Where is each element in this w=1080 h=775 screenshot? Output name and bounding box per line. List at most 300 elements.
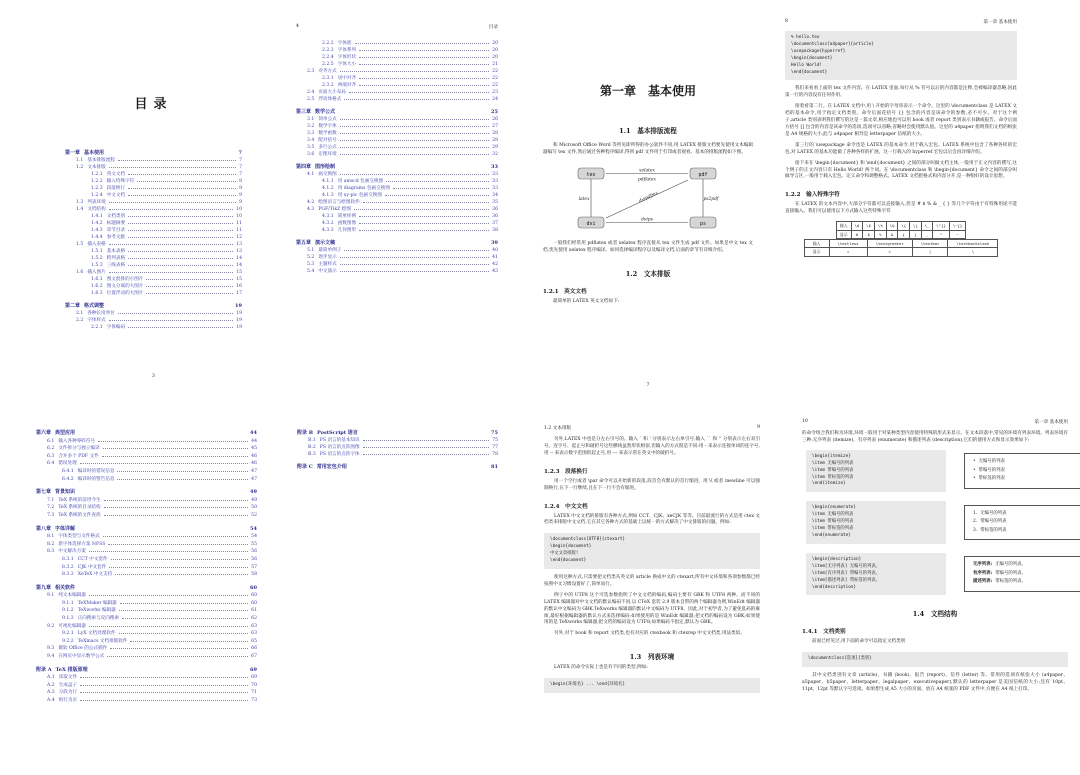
special-chars-table	[785, 221, 1017, 257]
table-cell: \%	[874, 222, 886, 231]
toc-entry[interactable]	[65, 220, 242, 227]
toc-entry-page: 22	[492, 76, 498, 81]
toc-leader-dots	[118, 160, 236, 161]
running-header	[802, 413, 1068, 425]
toc-entry-title: 字体样式	[87, 318, 106, 323]
toc-entry-number: 8.3.1	[62, 556, 74, 562]
toc-entry-title: TeX 排版原理	[55, 666, 88, 673]
toc-leader-dots	[359, 230, 489, 231]
toc-entry-number: 4.1.3	[322, 193, 334, 198]
toc-entry[interactable]	[65, 324, 242, 331]
toc-entry-title: 字体详解	[55, 525, 76, 532]
toc-entry-title: 段落换行	[106, 186, 126, 191]
toc-entry[interactable]	[65, 248, 242, 255]
code-block-ctexart	[544, 533, 760, 569]
toc-leader-dots	[128, 258, 233, 259]
toc-entry-page: 54	[250, 525, 257, 532]
paragraph: 第三行的 \usepackage 命令也是 LATEX 的基本命令,用于载入宏包。LATEX 系统中包含了各种各样的宏包,对 LATEX 的基本功能做了各种各样的扩展。这一行载入的 hyperref 宏包以后会再详细介绍。	[785, 142, 1017, 155]
toc-entry[interactable]	[296, 227, 498, 234]
toc-entry[interactable]	[296, 268, 498, 275]
toc-entry[interactable]	[65, 262, 242, 269]
table-cell: \textbackslash	[948, 239, 998, 248]
toc-entry-number: 4.1	[307, 172, 315, 177]
toc-list-1	[65, 150, 242, 331]
toc-entry[interactable]	[36, 615, 257, 623]
toc-leader-dots	[363, 440, 490, 441]
toc-entry-page: 58	[251, 572, 257, 578]
toc-entry[interactable]	[36, 653, 257, 661]
toc-entry-number: B.1	[308, 438, 316, 443]
enumerate-example	[806, 501, 1068, 544]
toc-entry-number: 6.3	[47, 453, 55, 459]
toc-entry-title: 在网页中显示数学公式	[58, 654, 105, 660]
toc-entry[interactable]	[296, 164, 498, 171]
toc-entry[interactable]	[296, 89, 498, 96]
toc-entry[interactable]	[36, 468, 257, 476]
toc-entry[interactable]	[65, 290, 242, 297]
paragraph: LATEX 的命令实际上也是有不同的类型,例如:	[554, 665, 648, 671]
toc-entry[interactable]	[65, 276, 242, 283]
code-line: \documentclass[a4paper]{article}	[791, 41, 874, 47]
toc-entry[interactable]	[36, 445, 257, 453]
toc-entry-page: 46	[251, 453, 257, 459]
toc-entry[interactable]	[296, 109, 498, 116]
toc-entry-title: CJK 中文套件	[77, 564, 107, 570]
toc-entry[interactable]	[296, 82, 498, 89]
toc-entry[interactable]	[296, 247, 498, 254]
toc-entry[interactable]	[36, 638, 257, 646]
toc-entry-page: 33	[492, 172, 498, 177]
toc-entry-page: 28	[492, 131, 498, 136]
paragraph: 另外,对于 book 和 report 文档类,也有对应的 ctexbook 和 ctexrep 中文文档类,用法类似。	[554, 631, 745, 637]
toc-entry[interactable]	[36, 526, 257, 534]
table-cell: 显示	[804, 248, 829, 257]
toc-leader-dots	[109, 320, 233, 321]
toc-entry-title: 字体形状	[337, 55, 357, 60]
toc-entry[interactable]	[36, 645, 257, 653]
header-page-number: 4	[296, 24, 299, 29]
toc-entry-page: 34	[492, 193, 498, 198]
toc-entry[interactable]	[36, 630, 257, 638]
toc-entry-title: 基本排版流程	[87, 158, 115, 163]
toc-entry-number: 7.3	[47, 512, 55, 518]
table-cell: &	[886, 230, 898, 239]
toc-entry-title: 跨列表格	[106, 256, 126, 261]
toc-entry-number: 1.2.3	[91, 186, 103, 191]
toc-entry[interactable]	[65, 192, 242, 199]
toc-entry[interactable]	[296, 192, 498, 199]
toc-leader-dots	[119, 610, 248, 611]
toc-entry-number: 8.2	[47, 541, 55, 547]
paragraph: 一般我们经常用 pdflatex 或者 xelatex 程序直接从 tex 文件生成 pdf 文件。如果是中文 tex 文档,优先使用 xelatex 程序编译。如何选择编译程序以及编译文档,后面的章节有详细介绍。	[543, 240, 753, 253]
toc-entry[interactable]	[296, 171, 498, 178]
toc-entry[interactable]	[296, 261, 498, 268]
itemize-code-block	[806, 450, 946, 493]
code-line: \documentclass[选项]{类别}	[808, 656, 872, 662]
toc-leader-dots	[109, 244, 233, 245]
toc-entry-number: 1.6.2	[91, 284, 103, 289]
toc-entry[interactable]	[65, 199, 242, 206]
table-row	[804, 239, 998, 248]
toc-entry-title: 字体大小	[337, 62, 357, 67]
paragraph: 的命令组合我们称为环境,环境一般用于对某种类型内容使用特殊的形式来显示。在文本段落中,常见的环境有列表环境。列表环境有三种:无序列表 (itemize)、有序列表 (enumerate) 和描述列表 (description),它们的使用方式和显示效果如下:	[802, 431, 1068, 443]
toc-entry[interactable]	[296, 40, 498, 47]
toc-entry[interactable]	[36, 682, 257, 690]
subsection-1-2-1-heading: 1.2.1 英文文档	[543, 288, 587, 295]
code-line: \end{description}	[812, 584, 856, 590]
toc-entry-title: PS 语言的基本知识	[319, 438, 360, 443]
toc-entry[interactable]	[297, 464, 498, 471]
code-line: \begin{document}	[791, 55, 833, 61]
toc-entry-number: 5.2	[307, 255, 315, 260]
toc-entry-number: 7.2	[47, 505, 55, 511]
toc-entry-page: 37	[492, 221, 498, 226]
code-line: Hello World!	[791, 62, 823, 68]
toc-entry[interactable]	[65, 213, 242, 220]
toc-leader-dots	[89, 595, 248, 596]
subsection-1-2-4-heading: 1.2.4 中文文档	[544, 503, 588, 510]
toc-entry[interactable]	[36, 489, 257, 497]
header-title: 第一章 基本使用	[1034, 420, 1068, 425]
toc-entry[interactable]	[36, 504, 257, 512]
toc-entry-number: 2.1	[76, 311, 84, 316]
toc-leader-dots	[137, 181, 236, 182]
toc-entry-number: 9.3	[47, 646, 55, 652]
table-cell: \{	[898, 222, 910, 231]
toc-entry[interactable]	[296, 220, 498, 227]
toc-entry-number: A.3	[47, 690, 55, 696]
code-line: \end{document}	[550, 558, 587, 564]
toc-entry[interactable]	[297, 430, 498, 437]
toc-entry-page: 23	[492, 90, 498, 95]
toc-entry[interactable]	[65, 310, 242, 317]
toc-leader-dots	[386, 181, 489, 182]
toc-entry-page: 54	[251, 534, 257, 540]
toc-entry-title: 分段为行	[58, 690, 78, 696]
toc-entry-number: 1.5.2	[91, 256, 103, 261]
toc-entry[interactable]	[296, 96, 498, 103]
toc-entry-title: 字体系列	[337, 48, 357, 53]
toc-leader-dots	[122, 618, 248, 619]
toc-list-4	[297, 430, 498, 471]
toc-entry-title: 居中对齐	[337, 76, 357, 81]
toc-entry[interactable]	[65, 157, 242, 164]
toc-list-3	[36, 430, 257, 705]
toc-entry[interactable]	[296, 144, 498, 151]
toc-entry-page: 75	[491, 430, 498, 436]
toc-entry-title: TeX 系统的前世今生	[58, 497, 101, 503]
toc-entry[interactable]	[36, 592, 257, 600]
list-item-term: 描述列表:	[973, 579, 993, 585]
toc-entry[interactable]	[36, 623, 257, 631]
toc-entry[interactable]	[65, 171, 242, 178]
toc-entry[interactable]	[65, 283, 242, 290]
toc-entry[interactable]	[296, 240, 498, 247]
toc-leader-dots	[359, 223, 489, 224]
toc-entry-number: 1.1	[76, 158, 84, 163]
toc-entry-number: 第七章	[36, 489, 52, 496]
toc-entry-page: 60	[250, 584, 257, 591]
toc-entry[interactable]	[65, 317, 242, 324]
toc-entry-page: 69	[250, 666, 257, 673]
toc-entry-page: 73	[251, 698, 257, 703]
toc-entry[interactable]	[65, 178, 242, 185]
toc-entry[interactable]	[296, 178, 498, 185]
toc-entry[interactable]	[297, 451, 498, 458]
toc-entry-title: 合并多个 PDF 文件	[58, 453, 99, 459]
toc-entry-title: 用 diagrams 包画交换图	[337, 186, 390, 191]
toc-entry[interactable]	[36, 571, 257, 579]
table-cell: \textgreater	[867, 239, 912, 248]
toc-entry-number: 9.2	[47, 623, 55, 629]
toc-entry-page: 9	[239, 193, 242, 198]
toc-entry[interactable]	[296, 213, 498, 220]
toc-entry[interactable]	[296, 68, 498, 75]
code-line: \begin{itemize}	[812, 453, 851, 459]
itemize-output-box	[964, 453, 1080, 489]
code-block-environment	[544, 678, 760, 693]
toc-entry-number: 2.3.2	[322, 83, 334, 88]
toc-entry[interactable]	[36, 541, 257, 549]
toc-entry[interactable]	[36, 600, 257, 608]
toc-entry[interactable]	[36, 697, 257, 705]
toc-leader-dots	[340, 174, 489, 175]
header-title: 目录	[488, 25, 498, 30]
toc-entry[interactable]	[36, 674, 257, 682]
toc-leader-dots	[128, 251, 233, 252]
toc-leader-dots	[359, 85, 489, 86]
diagram-svg	[570, 164, 726, 234]
code-line: \item[无序列表] 无编号的列表。	[812, 563, 880, 569]
toc-entry-title: 常用宏包介绍	[316, 464, 347, 470]
toc-leader-dots	[118, 313, 233, 314]
toc-entry-title: 用 amscd 包画交换图	[337, 179, 384, 184]
toc-entry[interactable]	[36, 438, 257, 446]
toc-entry-number: 第二章	[65, 303, 81, 309]
list-item-marker: 1.	[973, 510, 978, 516]
paragraph: 和 Microsoft Office Word 等所见即所得的办公软件不同,用 LATEX 排版文档要先使用文本编辑器编写 tex 文件,然后通过各种程序编译,得到 pdf 文件用于打印或者观看。基本的排版流程如下图。	[543, 143, 753, 155]
table-cell: 显示	[836, 230, 851, 239]
list-item	[973, 475, 1077, 484]
toc-entry[interactable]	[36, 476, 257, 484]
toc-entry-number: 9.1	[47, 593, 55, 599]
toc-entry-number: 8.3	[47, 549, 55, 555]
toc-entry-number: 2.2.4	[322, 55, 334, 60]
toc-entry-title: 基本表格	[106, 249, 126, 254]
toc-entry-number: 第三章	[296, 109, 312, 115]
toc-entry-number: 1.4	[76, 207, 84, 212]
toc-leader-dots	[80, 463, 248, 464]
toc-entry[interactable]	[296, 206, 498, 213]
paragraph: 接着看第二行。在 LATEX 文档中,用 \ 开始的字母串表示一个命令。这里的 \documentclass 是 LATEX 文档的基本命令,用于指定文档类别。命令后面花括号 {} 包含的内容是该命令的参数,必不可少。对于这个例子,article 类别表明我们撰写的这是一篇文章,相应地也可以用 book 或者 report 类别表示书籍或报告。命令后面方括号 [] 包含的内容是该命令的选项,选项可以省略,省略时会使用默认值。这里的 a4paper 指明我们文档的纸张是 A4 规格的大小,此与 a4paper 相异是 letterpaper 信纸的大小。	[785, 104, 1017, 137]
toc-entry[interactable]	[296, 254, 498, 261]
node-pdf-label: pdf	[698, 171, 708, 178]
toc-leader-dots	[104, 500, 249, 501]
section-1-3-heading: 1.3 列表环境	[629, 653, 675, 662]
toc-leader-dots	[128, 223, 233, 224]
code-line: \end{document}	[791, 69, 828, 75]
toc-entry-number: 5.1	[307, 248, 315, 253]
toc-entry[interactable]	[296, 185, 498, 192]
subsection-1-2-2-heading: 1.2.2 输入特殊字符	[785, 192, 840, 199]
table-cell: \_	[921, 222, 933, 231]
toc-entry[interactable]	[36, 460, 257, 468]
toc-entry[interactable]	[296, 54, 498, 61]
toc-entry-number: 附录 B	[297, 430, 313, 436]
toc-entry[interactable]	[65, 255, 242, 262]
toc-entry[interactable]	[296, 123, 498, 130]
toc-entry-page: 33	[492, 179, 498, 184]
code-line: \item 带编号的列表	[812, 519, 854, 525]
toc-entry-title: 绘图语言与绘图软件	[318, 200, 360, 205]
toc-entry-title: 中文解决方案	[58, 549, 86, 555]
toc-entry-title: PS 语言的点阵图像	[319, 445, 360, 450]
list-item	[973, 527, 1077, 536]
list-item	[973, 467, 1077, 476]
code-block-hello-tex	[785, 31, 1017, 80]
toc-entry-title: 背景知识	[55, 489, 76, 496]
section-1-4-heading: 1.4 文档结构	[912, 610, 958, 619]
list-item-text: 无编号的列表	[978, 459, 1005, 465]
toc-entry-title: 浮动体格式	[318, 97, 342, 102]
toc-entry[interactable]	[36, 430, 257, 438]
toc-entry-number: 1.2.2	[91, 179, 103, 184]
toc-entry-page: 21	[492, 62, 498, 67]
toc-entry[interactable]	[296, 151, 498, 158]
table-cell: \textbar	[912, 239, 948, 248]
toc-entry[interactable]	[65, 303, 242, 310]
toc-leader-dots	[359, 50, 489, 51]
toc-entry-title: 字体编码	[106, 325, 126, 330]
toc-entry[interactable]	[296, 61, 498, 68]
toc-entry[interactable]	[65, 206, 242, 213]
toc-entry-page: 70	[251, 682, 257, 688]
toc-entry-page: 15	[236, 270, 242, 275]
toc-entry[interactable]	[65, 164, 242, 171]
toc-entry-number: 3.5	[307, 145, 315, 150]
toc-entry[interactable]	[65, 234, 242, 241]
toc-entry[interactable]	[36, 607, 257, 615]
toc-entry-number: 4.1.1	[322, 179, 334, 184]
toc-entry[interactable]	[65, 241, 242, 248]
toc-entry-page: 24	[492, 97, 498, 102]
list-item-text: 带编号的列表	[980, 519, 1007, 525]
toc-entry-title: 编译时的错误信息	[77, 468, 115, 474]
toc-entry[interactable]	[36, 497, 257, 505]
toc-entry-title: 图文混排的小图片	[106, 277, 144, 282]
toc-entry[interactable]	[36, 556, 257, 564]
toc-leader-dots	[359, 216, 489, 217]
toc-entry-page: 14	[236, 263, 242, 268]
toc-entry-page: 45	[251, 446, 257, 452]
table-cell: \~{}	[949, 222, 965, 231]
toc-entry-page: 75	[492, 438, 498, 443]
toc-entry[interactable]	[296, 199, 498, 206]
table-row	[804, 248, 998, 257]
page-toc-4	[287, 424, 508, 764]
enumerate-output-box	[964, 505, 1080, 541]
toc-entry-title: 文件拆分与独立编译	[58, 446, 100, 452]
toc-entry[interactable]	[36, 453, 257, 461]
toc-entry[interactable]	[297, 444, 498, 451]
toc-entry[interactable]	[296, 137, 498, 144]
toc-entry[interactable]	[65, 227, 242, 234]
toc-entry-number: 1.5.1	[91, 249, 103, 254]
toc-entry-number: A.2	[47, 682, 55, 688]
code-line: \item 无编号的列表	[812, 460, 854, 466]
toc-entry-number: 9.1.1	[62, 600, 74, 606]
toc-leader-dots	[103, 536, 248, 537]
toc-entry-number: 3.3	[307, 131, 315, 136]
toc-entry-title: 最简单例子	[318, 248, 342, 253]
toc-entry[interactable]	[296, 130, 498, 137]
toc-entry[interactable]	[297, 437, 498, 444]
table-cell: $	[863, 230, 875, 239]
toc-entry-title: 三线表格	[106, 263, 126, 268]
toc-entry-number: 1.6.3	[91, 291, 103, 296]
toc-entry-number: 第四章	[296, 164, 312, 170]
toc-leader-dots	[146, 293, 233, 294]
toc-entry[interactable]	[65, 150, 242, 157]
toc-entry-page: 13	[236, 249, 242, 254]
toc-entry[interactable]	[36, 512, 257, 520]
toc-leader-dots	[128, 230, 233, 231]
toc-leader-dots	[385, 195, 489, 196]
toc-entry[interactable]	[36, 533, 257, 541]
toc-leader-dots	[363, 447, 490, 448]
toc-entry[interactable]	[296, 75, 498, 82]
toc-entry-page: 26	[492, 117, 498, 122]
toc-entry-page: 46	[251, 461, 257, 467]
table-cell: 输入	[804, 239, 829, 248]
toc-entry-number: 1.2	[76, 165, 84, 170]
toc-entry-number: A.4	[47, 698, 55, 703]
table-cell: \}	[910, 222, 922, 231]
toc-entry[interactable]	[36, 585, 257, 593]
code-line: \begin{document}	[550, 544, 592, 550]
toc-entry-title: 多行公式	[318, 145, 337, 150]
toc-leader-dots	[340, 126, 489, 127]
page-number-footer: 3	[152, 374, 155, 379]
toc-entry[interactable]	[36, 667, 257, 675]
toc-entry-number: 附录 A	[36, 666, 52, 673]
toc-entry-page: 10	[236, 207, 242, 212]
toc-entry[interactable]	[296, 47, 498, 54]
toc-entry[interactable]	[296, 116, 498, 123]
toc-entry[interactable]	[36, 689, 257, 697]
toc-entry-number: 6.4.1	[62, 468, 74, 474]
code-line: \usepackage{hyperref}	[791, 48, 846, 54]
toc-leader-dots	[359, 78, 489, 79]
toc-entry[interactable]	[65, 185, 242, 192]
toc-entry[interactable]	[36, 564, 257, 572]
toc-entry[interactable]	[36, 548, 257, 556]
table-cell: \&	[886, 222, 898, 231]
toc-entry-page: 43	[492, 269, 498, 274]
toc-entry-number: 1.6	[76, 270, 84, 275]
toc-entry-page: 57	[251, 564, 257, 570]
toc-leader-dots	[363, 454, 490, 455]
toc-leader-dots	[110, 648, 248, 649]
toc-entry-title: TeXMaker 编辑器	[77, 600, 117, 606]
toc-entry-page: 62	[251, 616, 257, 622]
toc-entry-title: 中文文档	[106, 193, 126, 198]
toc-list-2	[296, 40, 498, 275]
code-line: \item 带编号的列表	[812, 467, 854, 473]
toc-entry[interactable]	[65, 269, 242, 276]
toc-entry-page: 47	[251, 476, 257, 482]
toc-title: 目录	[134, 97, 173, 112]
